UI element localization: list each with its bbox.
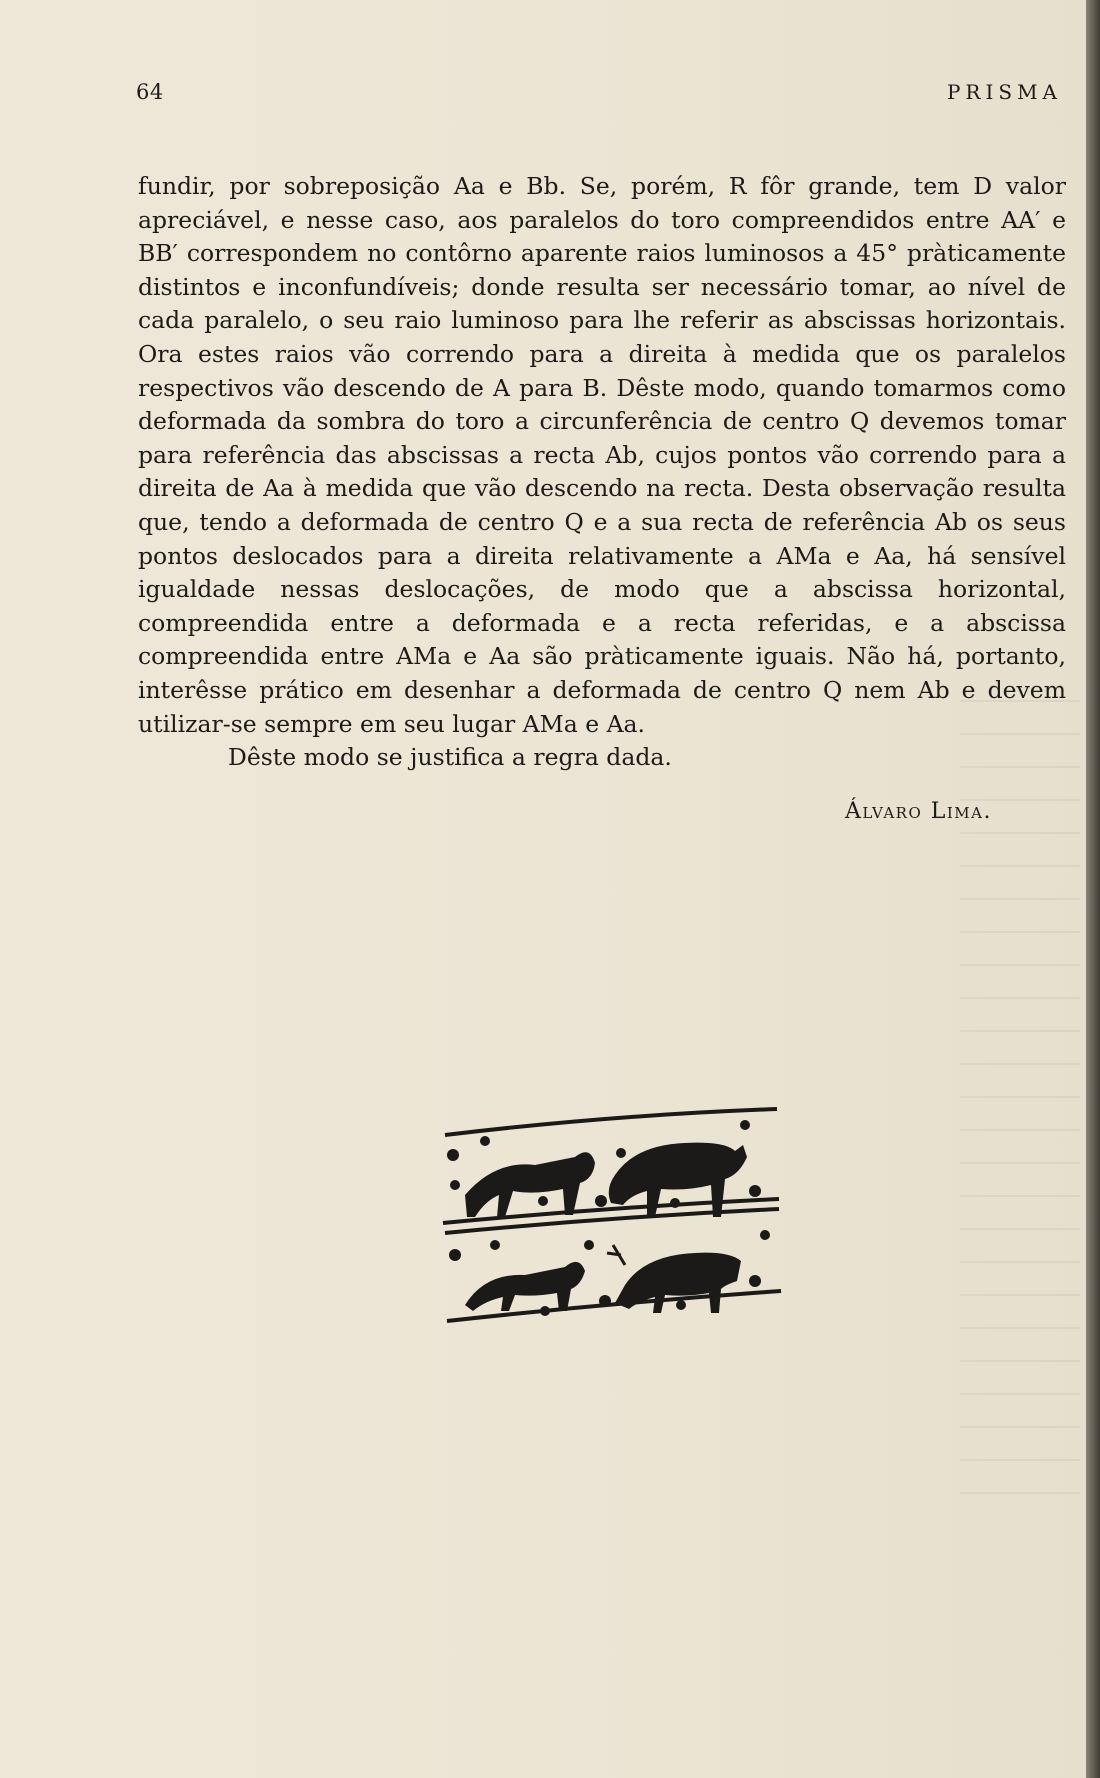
greek-vase-frieze-icon <box>425 1105 797 1333</box>
paragraph-1: fundir, por sobreposição Aa e Bb. Se, porém, R fôr grande, tem D valor apreciável, e nesse caso, aos paralelos do toro compreendidos entre AA′ e BB′ correspondem no contôrno aparente raios luminosos a 45° pràticamente distintos e inconfundíveis; donde resulta ser necessário tomar, ao nível de cada paralelo, o seu raio luminoso para lhe referir as abscissas horizontais. Ora estes raios vão correndo para a direita à medida que os paralelos respectivos vão descendo de A para B. Dêste modo, quando tomarmos como deformada da sombra do toro a circunferência de centro Q devemos tomar para referência das abscissas a recta Ab, cujos pontos vão correndo para a direita de Aa à medida que vão descendo na recta. Desta observação resulta que, tendo a deformada de centro Q e a sua recta de referência Ab os seus pontos deslocados para a direita relativamente a AMa e Aa, há sensível igualdade nessas deslocações, de modo que a abscissa horizontal, compreendida entre a deformada e a recta referidas, e a abscissa compreendida entre AMa e Aa são pràticamente iguais. Não há, portanto, interêsse prático em desenhar a deformada de centro Q nem Ab e devem utilizar-se sempre em seu lugar AMa e Aa. <box>138 172 1066 738</box>
page-number: 64 <box>136 80 164 104</box>
journal-title: PRISMA <box>946 80 1062 104</box>
article-body <box>138 170 1066 775</box>
page-edge-shadow <box>1086 0 1100 1778</box>
author-signature: Álvaro Lima. <box>844 799 992 824</box>
paragraph-2: Dêste modo se justifica a regra dada. <box>228 743 672 772</box>
